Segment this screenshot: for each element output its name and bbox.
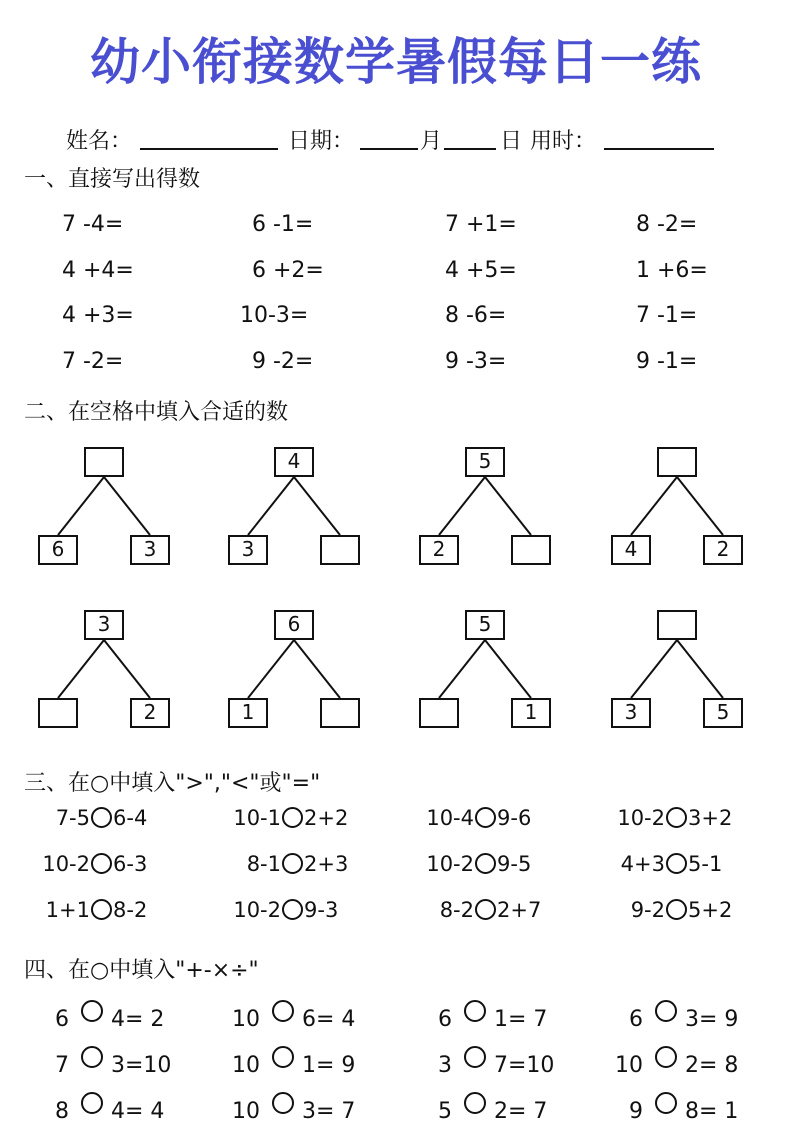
tree-branch (58, 477, 104, 535)
operator-problem (438, 1000, 547, 1032)
compare-circle[interactable] (91, 899, 112, 920)
compare-left-expr: 10-1 (233, 806, 281, 830)
tree-branch (631, 640, 677, 698)
compare-left-expr: 7-5 (55, 806, 90, 830)
operator-right-expr: 2= 8 (685, 1053, 739, 1078)
section-2-title: 二、在空格中填入合适的数 (24, 400, 289, 425)
compare-right-expr: 9-3 (304, 898, 339, 922)
operator-left-number: 6 (55, 1007, 69, 1032)
compare-problem (631, 898, 733, 922)
compare-problem (617, 806, 732, 830)
operator-left-number: 3 (438, 1053, 452, 1078)
compare-right-expr: 2+3 (304, 852, 349, 876)
operator-circle[interactable] (81, 1092, 103, 1114)
tree-top-box[interactable]: 4 (274, 447, 314, 477)
compare-circle[interactable] (475, 899, 496, 920)
tree-branch (248, 477, 294, 535)
compare-right-expr: 2+2 (304, 806, 349, 830)
compare-problem (440, 898, 542, 922)
operator-circle[interactable] (655, 1000, 677, 1022)
compare-problem (46, 898, 148, 922)
compare-right-expr: 6-4 (113, 806, 148, 830)
compare-left-expr: 1+1 (45, 898, 90, 922)
tree-top-box[interactable]: 6 (274, 610, 314, 640)
compare-left-expr: 10-2 (42, 852, 90, 876)
tree-branch (677, 640, 723, 698)
tree-branch (248, 640, 294, 698)
arith-problem[interactable]: 8 -2= (636, 212, 698, 237)
compare-problem (42, 852, 147, 876)
tree-branch (485, 640, 531, 698)
compare-problem (621, 852, 723, 876)
arith-problem[interactable]: 6 +2= (252, 258, 324, 283)
compare-circle[interactable] (666, 807, 687, 828)
compare-left-expr: 4+3 (620, 852, 665, 876)
time-label: 用时： (530, 129, 597, 154)
operator-right-expr: 4= 4 (111, 1099, 165, 1124)
operator-problem (232, 1000, 355, 1032)
tree-left-box[interactable] (38, 698, 78, 728)
operator-left-number: 6 (438, 1007, 452, 1032)
operator-problem (615, 1046, 738, 1078)
compare-left-expr: 9-2 (630, 898, 665, 922)
arith-problem[interactable]: 4 +3= (62, 303, 134, 328)
compare-circle[interactable] (666, 853, 687, 874)
operator-circle[interactable] (655, 1046, 677, 1068)
operator-circle[interactable] (272, 1046, 294, 1068)
compare-left-expr: 10-2 (233, 898, 281, 922)
tree-branch (677, 477, 723, 535)
arith-problem[interactable]: 4 +4= (62, 258, 134, 283)
tree-branch (58, 640, 104, 698)
tree-top-box[interactable]: 5 (465, 610, 505, 640)
operator-right-expr: 1= 9 (302, 1053, 356, 1078)
tree-left-box[interactable]: 1 (228, 698, 268, 728)
operator-left-number: 7 (55, 1053, 69, 1078)
compare-left-expr: 8-2 (439, 898, 474, 922)
operator-problem (55, 1000, 164, 1032)
tree-top-box[interactable]: 3 (84, 610, 124, 640)
arith-problem[interactable]: 9 -1= (636, 349, 698, 374)
tree-right-box[interactable] (511, 535, 551, 565)
tree-branch (104, 477, 150, 535)
compare-right-expr: 8-2 (113, 898, 148, 922)
date-label: 日期： (288, 129, 355, 154)
tree-left-box[interactable]: 4 (611, 535, 651, 565)
operator-circle[interactable] (272, 1000, 294, 1022)
section-4-title: 四、在○中填入"+-×÷" (24, 958, 259, 983)
operator-left-number: 8 (55, 1099, 69, 1124)
operator-left-number: 10 (232, 1099, 260, 1124)
operator-problem (232, 1092, 355, 1124)
tree-left-box[interactable]: 3 (228, 535, 268, 565)
compare-problem (426, 852, 531, 876)
arith-problem[interactable]: 4 +5= (445, 258, 517, 283)
compare-right-expr: 5+2 (688, 898, 733, 922)
tree-top-box[interactable] (657, 447, 697, 477)
operator-right-expr: 3=10 (111, 1053, 172, 1078)
operator-problem (55, 1092, 164, 1124)
compare-problem (233, 898, 338, 922)
tree-branch (439, 640, 485, 698)
tree-branch (294, 477, 340, 535)
tree-right-box[interactable]: 1 (511, 698, 551, 728)
operator-right-expr: 7=10 (494, 1053, 555, 1078)
operator-circle[interactable] (81, 1000, 103, 1022)
operator-problem (629, 1000, 738, 1032)
compare-circle[interactable] (666, 899, 687, 920)
operator-problem (438, 1046, 554, 1078)
compare-problem (247, 852, 349, 876)
tree-top-box[interactable]: 5 (465, 447, 505, 477)
section-1-title: 一、直接写出得数 (24, 167, 201, 192)
arith-problem[interactable]: 7 -1= (636, 303, 698, 328)
operator-left-number: 5 (438, 1099, 452, 1124)
compare-left-expr: 10-2 (426, 852, 474, 876)
operator-right-expr: 1= 7 (494, 1007, 548, 1032)
operator-circle[interactable] (81, 1046, 103, 1068)
tree-branch (294, 640, 340, 698)
compare-right-expr: 3+2 (688, 806, 733, 830)
day-label: 日 (500, 129, 523, 154)
compare-circle[interactable] (91, 853, 112, 874)
tree-right-box[interactable] (320, 535, 360, 565)
operator-circle[interactable] (272, 1092, 294, 1114)
operator-right-expr: 3= 9 (685, 1007, 739, 1032)
tree-right-box[interactable]: 2 (130, 698, 170, 728)
compare-left-expr: 8-1 (246, 852, 281, 876)
arith-problem[interactable]: 7 -2= (62, 349, 124, 374)
name-label: 姓名： (66, 129, 133, 154)
operator-right-expr: 8= 1 (685, 1099, 739, 1124)
month-label: 月 (420, 129, 443, 154)
tree-right-box[interactable]: 3 (130, 535, 170, 565)
operator-right-expr: 4= 2 (111, 1007, 165, 1032)
operator-right-expr: 3= 7 (302, 1099, 356, 1124)
operator-problem (438, 1092, 547, 1124)
compare-left-expr: 10-4 (426, 806, 474, 830)
compare-problem (56, 806, 148, 830)
arith-problem[interactable]: 7 -4= (62, 212, 124, 237)
operator-problem (55, 1046, 171, 1078)
arith-problem[interactable]: 9 -3= (445, 349, 507, 374)
arith-problem[interactable]: 8 -6= (445, 303, 507, 328)
compare-circle[interactable] (282, 899, 303, 920)
tree-branch (631, 477, 677, 535)
tree-branch (439, 477, 485, 535)
operator-left-number: 10 (232, 1053, 260, 1078)
operator-left-number: 10 (615, 1053, 643, 1078)
compare-right-expr: 9-5 (497, 852, 532, 876)
tree-left-box[interactable]: 6 (38, 535, 78, 565)
operator-circle[interactable] (464, 1046, 486, 1068)
operator-left-number: 9 (629, 1099, 643, 1124)
operator-problem (232, 1046, 355, 1078)
tree-right-box[interactable] (320, 698, 360, 728)
operator-right-expr: 2= 7 (494, 1099, 548, 1124)
tree-left-box[interactable] (419, 698, 459, 728)
arith-problem[interactable]: 10-3= (240, 303, 309, 328)
operator-circle[interactable] (464, 1000, 486, 1022)
compare-right-expr: 5-1 (688, 852, 723, 876)
tree-left-box[interactable]: 2 (419, 535, 459, 565)
page-title: 幼小衔接数学暑假每日一练 (90, 33, 702, 91)
tree-left-box[interactable]: 3 (611, 698, 651, 728)
compare-circle[interactable] (91, 807, 112, 828)
operator-left-number: 10 (232, 1007, 260, 1032)
operator-circle[interactable] (464, 1092, 486, 1114)
arith-problem[interactable]: 9 -2= (252, 349, 314, 374)
operator-problem (629, 1092, 738, 1124)
compare-left-expr: 10-2 (617, 806, 665, 830)
tree-branch (485, 477, 531, 535)
operator-right-expr: 6= 4 (302, 1007, 356, 1032)
operator-circle[interactable] (655, 1092, 677, 1114)
operator-left-number: 6 (629, 1007, 643, 1032)
arith-problem[interactable]: 7 +1= (445, 212, 517, 237)
arith-problem[interactable]: 6 -1= (252, 212, 314, 237)
tree-top-box[interactable] (84, 447, 124, 477)
compare-problem (233, 806, 348, 830)
arith-problem[interactable]: 1 +6= (636, 258, 708, 283)
compare-problem (426, 806, 531, 830)
compare-right-expr: 9-6 (497, 806, 532, 830)
tree-right-box[interactable]: 2 (703, 535, 743, 565)
tree-right-box[interactable]: 5 (703, 698, 743, 728)
compare-circle[interactable] (282, 853, 303, 874)
compare-right-expr: 2+7 (497, 898, 542, 922)
tree-top-box[interactable] (657, 610, 697, 640)
compare-circle[interactable] (475, 807, 496, 828)
compare-circle[interactable] (282, 807, 303, 828)
section-3-title: 三、在○中填入">","<"或"=" (24, 771, 321, 796)
compare-circle[interactable] (475, 853, 496, 874)
compare-right-expr: 6-3 (113, 852, 148, 876)
tree-branch (104, 640, 150, 698)
